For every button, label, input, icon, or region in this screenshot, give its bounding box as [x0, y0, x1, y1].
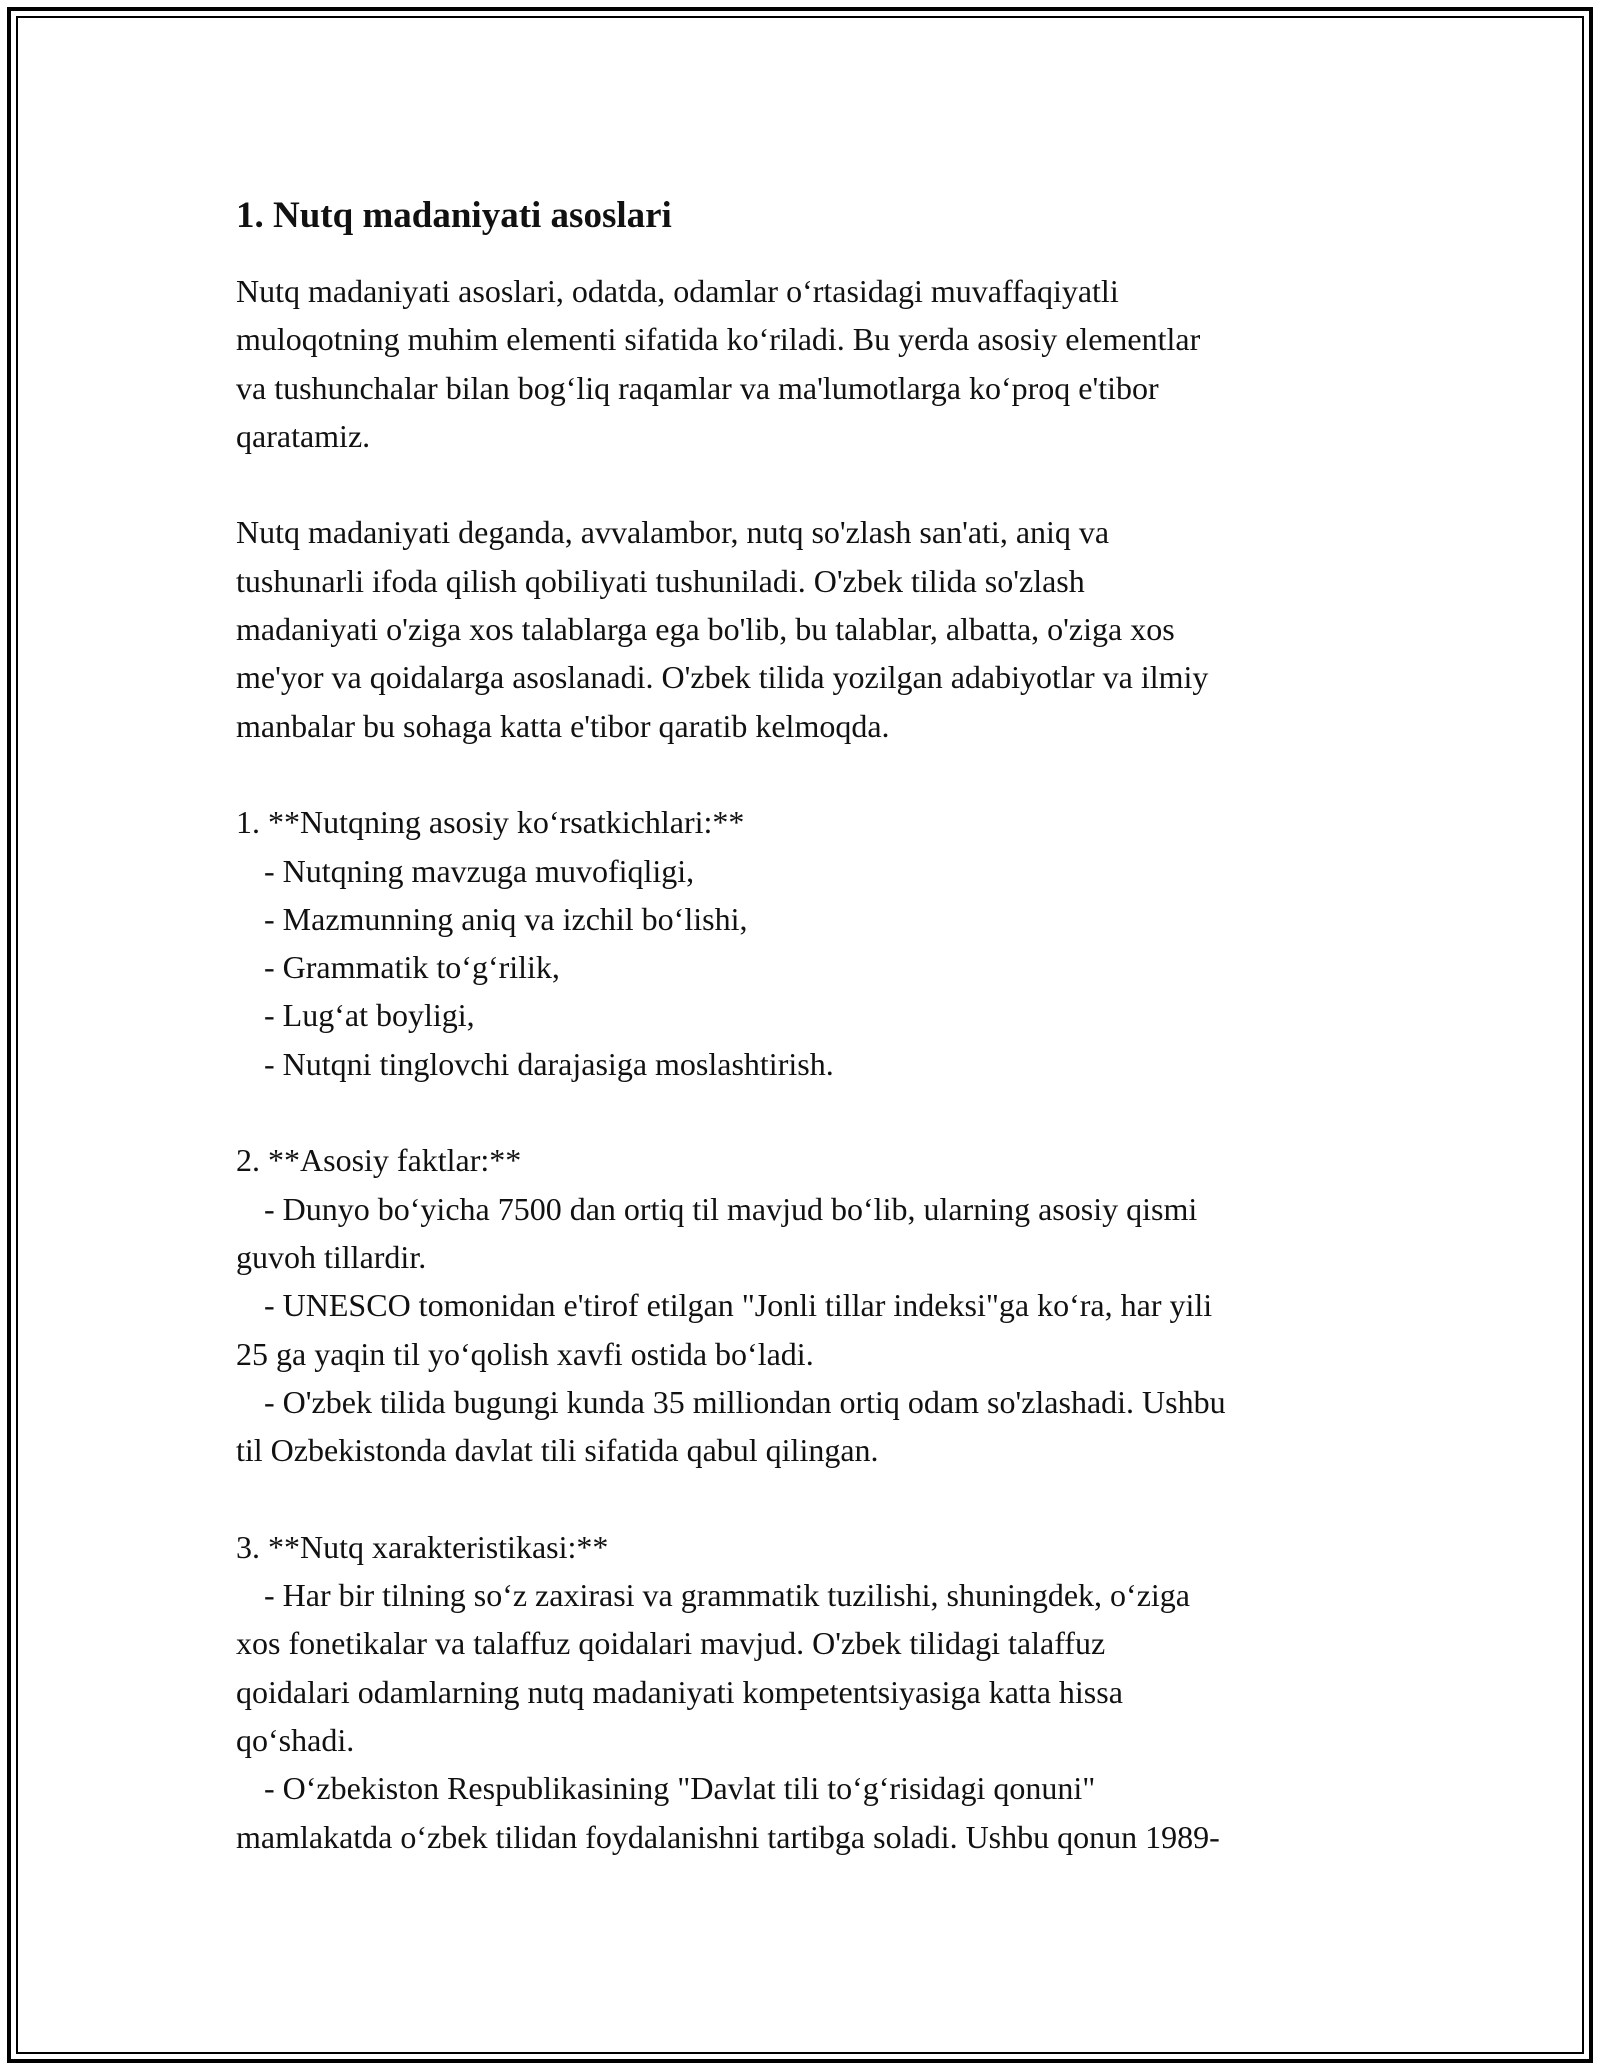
text-line: me'yor va qoidalarga asoslanadi. O'zbek tilida yozilgan adabiyotlar va ilmiy [236, 659, 1209, 696]
section-heading: 3. **Nutq xarakteristikasi:** [236, 1528, 609, 1565]
list-item-continuation: mamlakatda o‘zbek tilidan foydalanishni tartibga soladi. Ushbu qonun 1989- [236, 1818, 1220, 1855]
text-line: va tushunchalar bilan bog‘liq raqamlar va ma'lumotlarga ko‘proq e'tibor [236, 369, 1159, 406]
list-item-continuation: qo‘shadi. [236, 1721, 355, 1758]
paragraph-gap [236, 1474, 1376, 1522]
text-line: madaniyati o'ziga xos talablarga ega bo'lib, bu talablar, albatta, o'ziga xos [236, 611, 1175, 648]
list-item-continuation: qoidalari odamlarning nutq madaniyati kompetentsiyasiga katta hissa [236, 1673, 1123, 1710]
list-item: - Dunyo bo‘yicha 7500 dan ortiq til mavjud bo‘lib, ularning asosiy qismi [264, 1190, 1198, 1227]
section-heading: 2. **Asosiy faktlar:** [236, 1142, 522, 1179]
text-line: tushunarli ifoda qilish qobiliyati tushuniladi. O'zbek tilida so'zlash [236, 562, 1085, 599]
list-item-continuation: til Ozbekistonda davlat tili sifatida qabul qilingan. [236, 1432, 879, 1469]
list-item: - O'zbek tilida bugungi kunda 35 milliondan ortiq odam so'zlashadi. Ushbu [264, 1383, 1226, 1420]
text-line: manbalar bu sohaga katta e'tibor qaratib kelmoqda. [236, 707, 890, 744]
text-line: Nutq madaniyati asoslari, odatda, odamlar o‘rtasidagi muvaffaqiyatli [236, 273, 1119, 309]
paragraph-gap [236, 1088, 1376, 1136]
document-page [236, 190, 1376, 1861]
section-main-facts [236, 1136, 1376, 1474]
list-item: - UNESCO tomonidan e'tirof etilgan "Jonli tillar indeksi"ga ko‘ra, har yili [264, 1287, 1213, 1324]
paragraph-gap [236, 460, 1376, 508]
list-item: - O‘zbekiston Respublikasining "Davlat tili to‘g‘risidagi qonuni" [264, 1770, 1096, 1807]
section-speech-indicators [236, 798, 1376, 1088]
text-line: qaratamiz. [236, 417, 371, 454]
list-item: - Nutqni tinglovchi darajasiga moslashtirish. [264, 1045, 834, 1082]
list-item: - Har bir tilning so‘z zaxirasi va grammatik tuzilishi, shuningdek, o‘ziga [264, 1577, 1190, 1614]
list-item: - Grammatik to‘g‘rilik, [264, 949, 560, 986]
list-item: - Nutqning mavzuga muvofiqligi, [264, 852, 695, 889]
definition-paragraph [236, 508, 1376, 749]
list-item-continuation: guvoh tillardir. [236, 1238, 427, 1275]
list-item-continuation: 25 ga yaqin til yo‘qolish xavfi ostida bo‘ladi. [236, 1335, 814, 1372]
text-line: muloqotning muhim elementi sifatida ko‘riladi. Bu yerda asosiy elementlar [236, 321, 1201, 358]
paragraph-gap [236, 750, 1376, 798]
section-heading: 1. **Nutqning asosiy ko‘rsatkichlari:** [236, 804, 745, 841]
document-title: 1. Nutq madaniyati asoslari [236, 195, 672, 236]
text-line: Nutq madaniyati deganda, avvalambor, nutq so'zlash san'ati, aniq va [236, 514, 1110, 551]
section-speech-characteristics [236, 1523, 1376, 1861]
list-item-continuation: xos fonetikalar va talaffuz qoidalari mavjud. O'zbek tilidagi talaffuz [236, 1625, 1106, 1662]
list-item: - Mazmunning aniq va izchil bo‘lishi, [264, 900, 748, 937]
list-item: - Lug‘at boyligi, [264, 997, 475, 1034]
intro-paragraph [236, 267, 1376, 460]
